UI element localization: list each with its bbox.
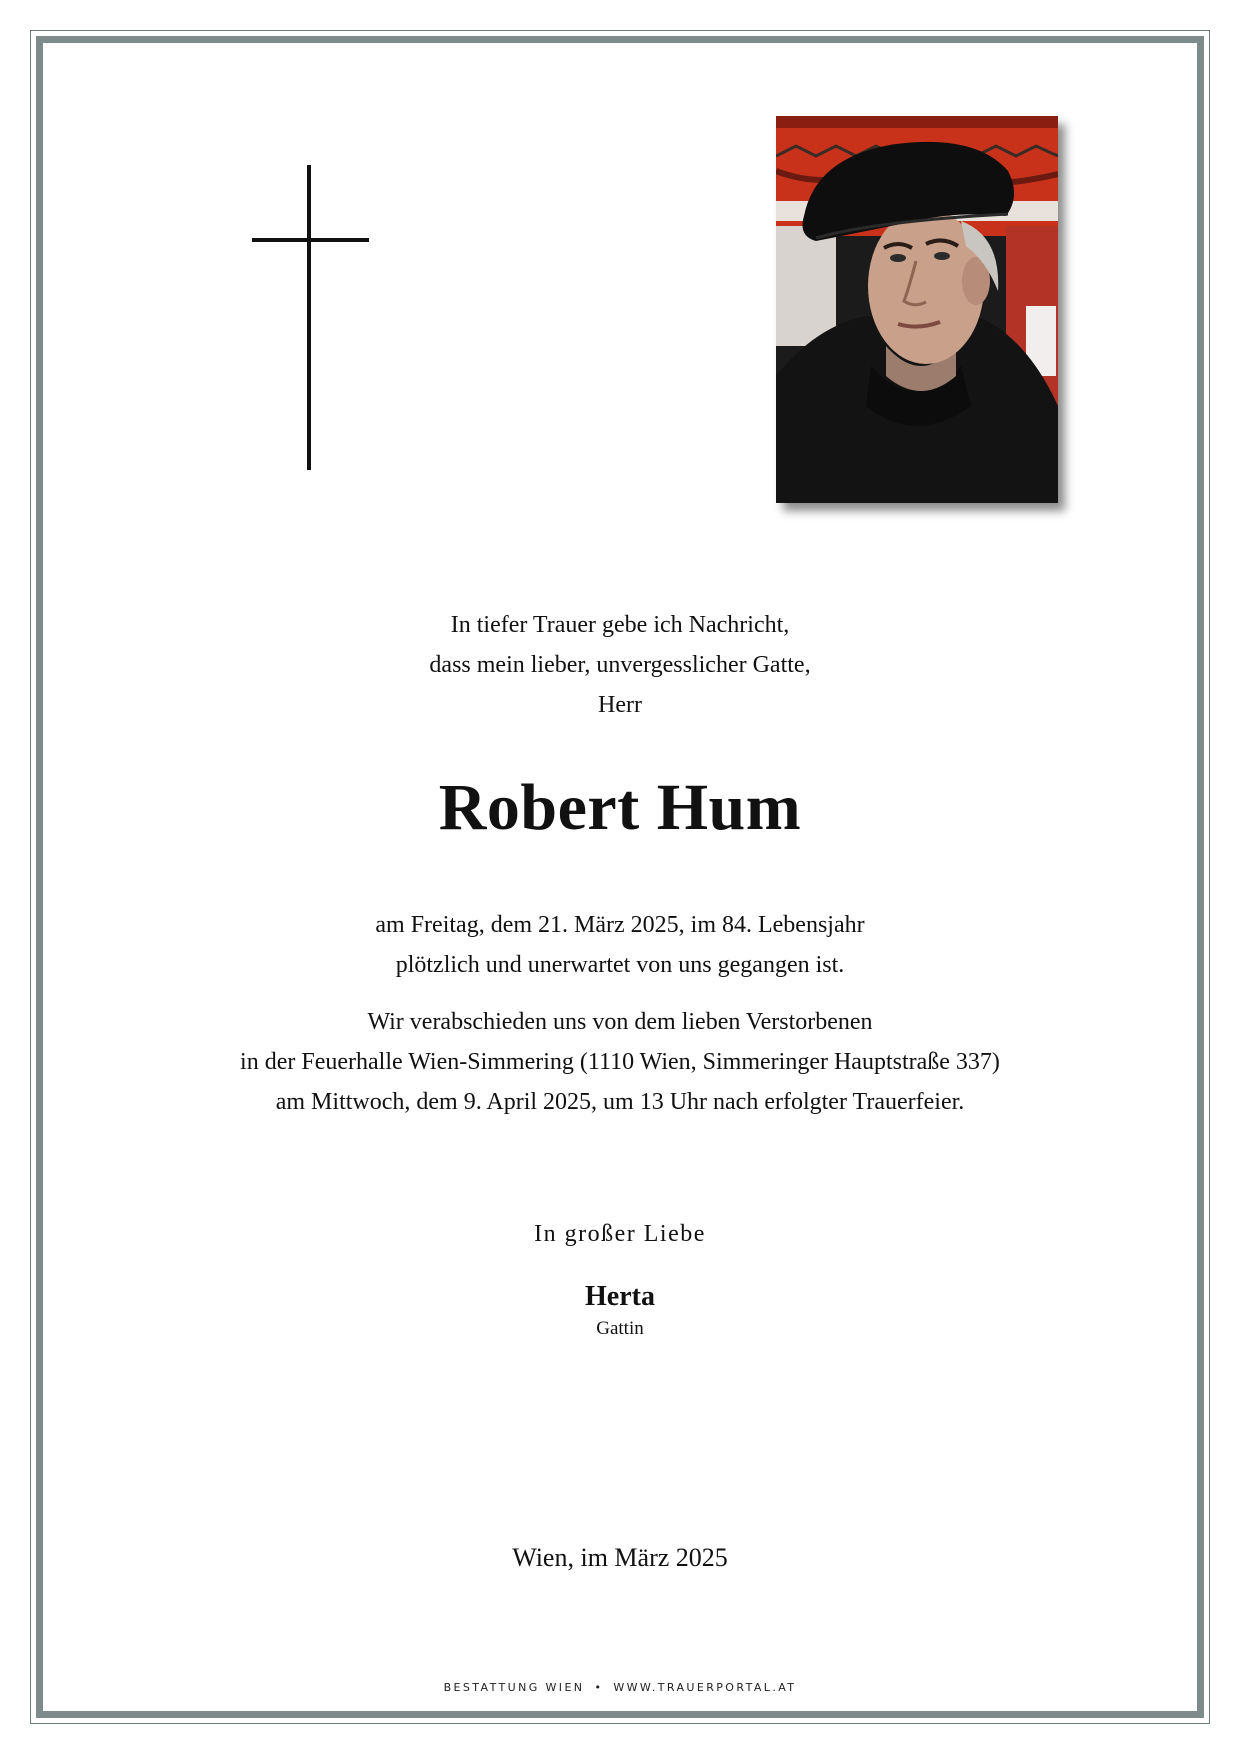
cross-icon <box>250 165 370 475</box>
intro-line-1: In tiefer Trauer gebe ich Nachricht, <box>450 612 790 638</box>
footer <box>40 1680 1200 1696</box>
funeral-line-2: in der Feuerhalle Wien-Simmering (1110 Wien, Simmeringer Hauptstraße 337) <box>240 1049 1000 1075</box>
closing-phrase: In großer Liebe <box>534 1221 706 1247</box>
mourner-name: Herta <box>585 1281 655 1312</box>
funeral-line-3: am Mittwoch, dem 9. April 2025, um 13 Uhr nach erfolgter Trauerfeier. <box>275 1089 965 1115</box>
death-notice <box>40 905 1200 985</box>
intro-line-2: dass mein lieber, unvergesslicher Gatte, <box>429 652 811 678</box>
footer-website-link[interactable]: WWW.TRAUERPORTAL.AT <box>613 1681 797 1694</box>
place-date: Wien, im März 2025 <box>512 1543 728 1572</box>
footer-separator: • <box>594 1681 604 1694</box>
death-line-2: plötzlich und unerwartet von uns gegangen ist. <box>395 952 845 978</box>
footer-publisher: BESTATTUNG WIEN <box>443 1681 585 1694</box>
funeral-line-1: Wir verabschieden uns von dem lieben Verstorbenen <box>367 1009 873 1035</box>
death-line-1: am Freitag, dem 21. März 2025, im 84. Lebensjahr <box>375 912 865 938</box>
funeral-details <box>40 1002 1200 1122</box>
deceased-name: Robert Hum <box>438 771 802 844</box>
portrait-photo <box>776 116 1058 503</box>
intro-text <box>40 605 1200 725</box>
intro-line-3: Herr <box>598 692 642 718</box>
mourner-role: Gattin <box>596 1318 644 1339</box>
